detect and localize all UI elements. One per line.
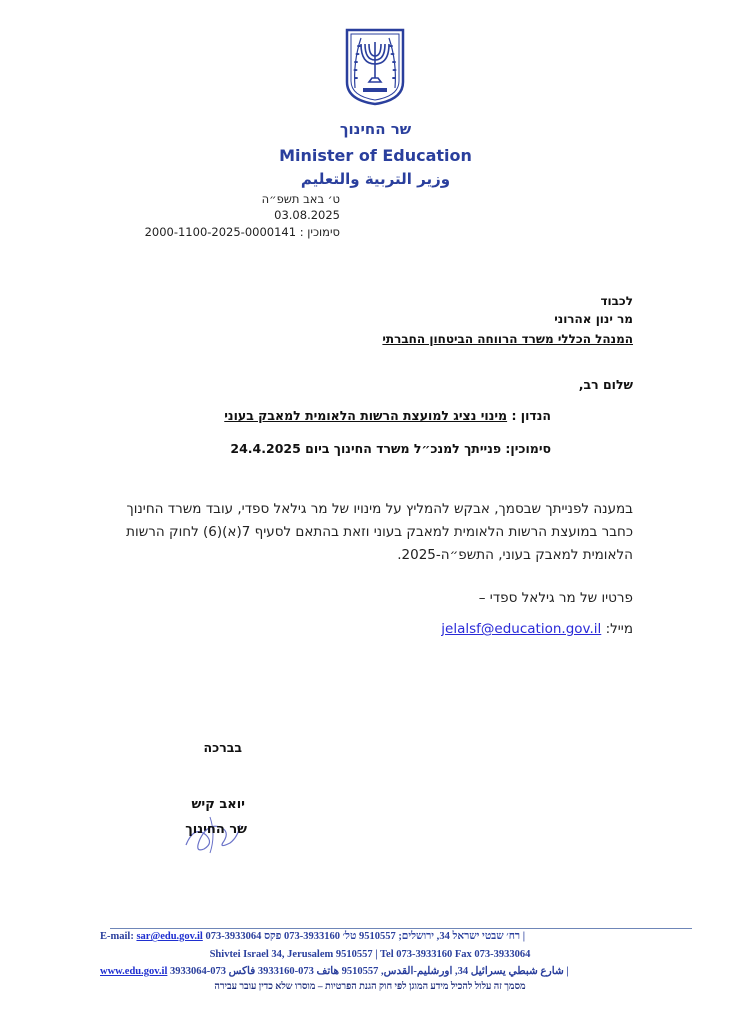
footer-contact-english: Shivtei Israel 34, Jerusalem 9510557 | Tel 073-3933160 Fax 073-3933064 [209, 949, 531, 960]
footer-address-arabic: شارع شبطي يسرائيل 34, اورشليم-القدس, 9510557 هاتف 073-3933160 فاكس 073-3933064 | [170, 966, 569, 977]
state-emblem-icon [343, 26, 407, 106]
details-line: פרטיו של מר גילאל ספדי – [478, 590, 633, 606]
footer-website-link[interactable]: www.edu.gov.il [100, 966, 168, 977]
greeting: שלום רב, [578, 377, 633, 392]
reference-line: סימוכין: פנייתך למנכ״ל משרד החינוך ביום 24.4.2025 [230, 441, 551, 456]
footer-divider [110, 928, 692, 929]
signer-title: שר החינוך [185, 822, 247, 837]
gregorian-date: 03.08.2025 [274, 208, 340, 222]
email-line [113, 618, 633, 641]
minister-title-english: Minister of Education [279, 146, 472, 165]
closing: בברכה [203, 740, 242, 755]
subject-label: הנדון : [511, 408, 551, 423]
minister-title-hebrew: שר החינוך [339, 120, 412, 138]
email-link[interactable]: jelalsf@education.gov.il [441, 621, 602, 637]
footer-contact-arabic [100, 965, 640, 977]
footer-email-label: E-mail: [100, 931, 134, 942]
email-label: מייל: [605, 621, 633, 637]
addressee-name: מר ינון אהרוני [554, 312, 633, 326]
footer-contact-hebrew [100, 931, 640, 942]
reference-number-line [110, 225, 340, 239]
subject-line [224, 408, 551, 423]
footer-email-link[interactable]: sar@edu.gov.il [136, 931, 203, 942]
body-paragraph: במענה לפנייתך שבסמך, אבקש להמליץ על מינויו של מר גילאל ספדי, עובד משרד החינוך כחבר במועצת הרשות הלאומית למאבק בעוני וזאת בהתאם לסעיף 7(א)(6) לחוק הרשות הלאומית למאבק בעוני, התשפ״ה-2025. [126, 501, 633, 563]
minister-title-arabic: وزير التربية والتعليم [300, 170, 451, 188]
reference-label: סימוכין : [299, 225, 340, 239]
addressee-title: המנהל הכללי משרד הרווחה הביטחון החברתי [382, 332, 633, 346]
addressee-salutation: לכבוד [600, 294, 633, 308]
footer-address-hebrew: רח׳ שבטי ישראל 34, ירושלים; 9510557 טל׳ 073-3933160 פקס 073-3933064 | [205, 931, 526, 942]
subject-text: מינוי נציג למועצת הרשות הלאומית למאבק בעוני [224, 408, 508, 423]
footer-privacy-notice: מסמך זה עלול להכיל מידע המוגן לפי חוק הגנת הפרטיות – מוסרו שלא כדין עובר עבירה [214, 982, 526, 992]
signer-name: יואב קיש [191, 797, 245, 812]
reference-number: 2000-1100-2025-0000141 [144, 225, 297, 239]
hebrew-date: ט׳ באב תשפ״ה [261, 192, 340, 206]
